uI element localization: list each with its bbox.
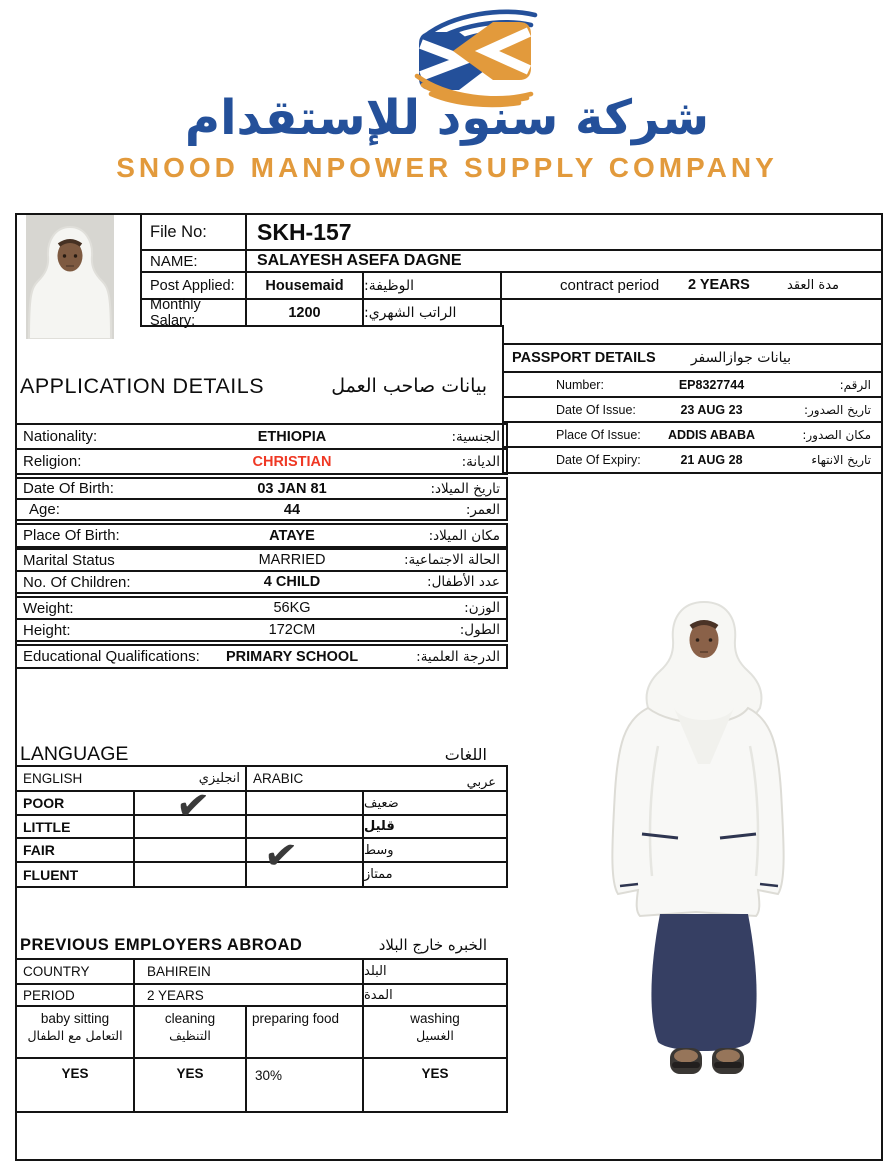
education-value: PRIMARY SCHOOL — [225, 648, 359, 665]
application-details-title-arabic: بيانات صاحب العمل — [331, 375, 487, 397]
nationality-value: ETHIOPIA — [257, 428, 327, 445]
date-of-birth-row — [17, 479, 506, 500]
arabic-header-label: ARABIC — [253, 771, 304, 786]
passport-expiry-label: Date Of Expiry: — [556, 453, 641, 467]
weight-value: 56KG — [273, 600, 311, 616]
level-little-label: LITTLE — [23, 818, 71, 835]
contract-period-row — [502, 273, 883, 300]
skill-babysitting-value: YES — [61, 1066, 89, 1081]
country-row — [17, 960, 506, 985]
passport-number-row — [504, 373, 881, 398]
name-value: SALAYESH ASEFA DAGNE — [245, 251, 883, 273]
passport-issue-place-row — [504, 423, 881, 448]
period-label: PERIOD — [23, 987, 75, 1003]
arabic-header-arabic: عربي — [466, 775, 496, 790]
place-of-birth-value: ATAYE — [269, 527, 315, 544]
children-row — [17, 572, 506, 592]
post-applied-arabic-label: الوظيفة: — [362, 273, 502, 300]
application-group — [15, 548, 508, 594]
level-little-arabic-checkbox — [245, 816, 362, 837]
language-level-row-poor — [17, 792, 506, 816]
application-details-title: APPLICATION DETAILS — [20, 373, 265, 398]
level-fair-label: FAIR — [23, 842, 55, 858]
skill-washing-arabic: الغسيل — [416, 1028, 454, 1044]
language-table-header-row — [17, 767, 506, 792]
file-no-value: SKH-157 — [245, 215, 883, 251]
education-arabic: الدرجة العلمية: — [416, 648, 500, 665]
application-details-header — [20, 370, 487, 402]
religion-arabic: الديانة: — [461, 453, 500, 470]
passport-issue-date-label: Date Of Issue: — [556, 402, 636, 417]
application-group — [15, 423, 508, 475]
language-title-arabic: اللغات — [444, 744, 487, 764]
nationality-label: Nationality: — [23, 428, 98, 445]
english-header-label: ENGLISH — [23, 771, 83, 786]
country-label: COUNTRY — [23, 964, 90, 979]
marital-status-arabic: الحالة الاجتماعية: — [403, 552, 500, 568]
applicant-portrait-photo — [26, 215, 114, 339]
skill-washing-value: YES — [362, 1059, 506, 1111]
post-applied-label: Post Applied: — [140, 273, 245, 300]
skill-cleaning-value: YES — [133, 1059, 245, 1111]
place-of-birth-label: Place Of Birth: — [23, 527, 120, 544]
religion-value: CHRISTIAN — [252, 453, 332, 470]
age-row — [17, 500, 506, 519]
education-label: Educational Qualifications: — [23, 648, 200, 665]
height-row — [17, 620, 506, 640]
previous-employers-title-arabic: الخبره خارج البلاد — [378, 936, 487, 954]
weight-row — [17, 598, 506, 620]
country-value: BAHIREIN — [133, 960, 362, 983]
passport-details-table — [502, 343, 883, 474]
skills-values-row — [17, 1059, 506, 1111]
level-fluent-english-checkbox — [133, 863, 245, 886]
name-label: NAME: — [140, 251, 245, 273]
applicant-full-body-photo — [578, 596, 822, 1090]
weight-arabic: الوزن: — [464, 600, 500, 616]
contract-period-arabic-label: مدة العقد — [787, 278, 839, 293]
previous-employers-title: PREVIOUS EMPLOYERS ABROAD — [20, 935, 303, 954]
skill-washing-header — [362, 1007, 506, 1057]
height-label: Height: — [23, 621, 71, 639]
skills-header-row — [17, 1007, 506, 1059]
date-of-birth-value: 03 JAN 81 — [257, 480, 327, 497]
level-fair-arabic-checkbox — [245, 839, 362, 861]
level-fair-english-checkbox — [133, 839, 245, 861]
contract-period-value: 2 YEARS — [688, 277, 750, 293]
passport-issue-date-value: 23 AUG 23 — [680, 402, 743, 417]
monthly-salary-value: 1200 — [245, 300, 362, 327]
skill-preparing-food-header — [245, 1007, 362, 1057]
skill-preparing-food-value: 30% — [245, 1059, 362, 1111]
application-group — [15, 523, 508, 548]
monthly-salary-arabic-label: الراتب الشهري: — [362, 300, 502, 327]
level-fair-arabic-label: وسط — [362, 839, 506, 861]
education-row — [17, 646, 506, 667]
previous-employers-header — [20, 933, 487, 957]
level-little-arabic-label: قليل — [362, 816, 506, 837]
age-arabic: العمر: — [465, 501, 500, 518]
arabic-column-header — [245, 767, 506, 790]
contract-period-label: contract period — [560, 277, 660, 294]
english-header-arabic: انجليزي — [198, 771, 240, 786]
passport-expiry-value: 21 AUG 28 — [680, 453, 743, 467]
marital-status-label: Marital Status — [23, 551, 115, 569]
post-applied-value: Housemaid — [245, 273, 362, 300]
passport-details-title-arabic: بيانات جوازالسفر — [690, 350, 791, 366]
skill-babysitting-label: baby sitting — [40, 1011, 110, 1026]
passport-number-arabic: الرقم: — [839, 377, 871, 392]
language-header — [20, 742, 487, 766]
level-fluent-label: FLUENT — [23, 866, 79, 883]
weight-label: Weight: — [23, 599, 74, 617]
passport-number-value: EP8327744 — [678, 377, 745, 392]
passport-issue-place-value: ADDIS ABABA — [667, 427, 756, 442]
level-poor-arabic-label: ضعيف — [362, 792, 506, 814]
skill-cleaning-label: cleaning — [164, 1011, 216, 1026]
period-row — [17, 985, 506, 1007]
company-name-english: SNOOD MANPOWER SUPPLY COMPANY — [116, 152, 778, 183]
level-fluent-arabic-label: ممتاز — [362, 863, 506, 886]
passport-issue-place-label: Place Of Issue: — [556, 427, 641, 442]
file-no-label: File No: — [140, 215, 245, 251]
language-level-row-little — [17, 816, 506, 839]
nationality-row — [17, 425, 506, 450]
date-of-birth-arabic: تاريخ الميلاد: — [430, 480, 500, 497]
place-of-birth-arabic: مكان الميلاد: — [428, 527, 500, 544]
period-arabic: المدة — [362, 985, 506, 1005]
skill-cleaning-arabic: التنظيف — [169, 1028, 211, 1044]
height-value: 172CM — [268, 622, 316, 638]
level-poor-label: POOR — [23, 795, 65, 811]
marital-status-row — [17, 550, 506, 572]
divider-line — [502, 325, 504, 345]
monthly-salary-label: Monthly Salary: — [140, 300, 245, 327]
application-group — [15, 477, 508, 521]
skill-washing-label: washing — [410, 1011, 460, 1026]
skill-babysitting-header — [17, 1007, 133, 1057]
language-level-row-fair — [17, 839, 506, 863]
height-arabic: الطول: — [459, 622, 500, 638]
passport-number-label: Number: — [556, 377, 604, 392]
period-value: 2 YEARS — [133, 985, 362, 1005]
passport-issue-date-arabic: تاريخ الصدور: — [803, 402, 871, 417]
age-value: 44 — [283, 501, 301, 518]
passport-expiry-row — [504, 448, 881, 472]
date-of-birth-label: Date Of Birth: — [23, 480, 114, 497]
company-name-arabic: شركة سنود للإستقدام — [184, 90, 710, 146]
skill-babysitting-arabic: التعامل مع الطفال — [27, 1028, 123, 1044]
language-title: LANGUAGE — [20, 742, 129, 765]
previous-employers-table — [15, 958, 508, 1113]
religion-row — [17, 450, 506, 473]
passport-details-title: PASSPORT DETAILS — [512, 350, 656, 366]
skill-preparing-food-label: preparing food — [252, 1011, 340, 1026]
level-poor-arabic-checkbox — [245, 792, 362, 814]
passport-details-header — [504, 345, 881, 373]
religion-label: Religion: — [23, 453, 82, 470]
place-of-birth-row — [17, 525, 506, 546]
age-label: Age: — [29, 501, 60, 518]
passport-issue-date-row — [504, 398, 881, 423]
english-poor-check-mark-icon: ✔ — [173, 782, 212, 830]
passport-expiry-arabic: تاريخ الانتهاء — [811, 453, 871, 467]
application-group — [15, 644, 508, 669]
arabic-fair-check-mark-icon: ✔ — [261, 832, 300, 880]
children-arabic: عدد الأطفال: — [427, 574, 500, 590]
children-label: No. Of Children: — [23, 573, 131, 591]
nationality-arabic: الجنسية: — [451, 428, 500, 445]
marital-status-value: MARRIED — [258, 552, 326, 568]
skill-cleaning-header — [133, 1007, 245, 1057]
application-group — [15, 596, 508, 642]
country-arabic: البلد — [362, 960, 506, 983]
passport-issue-place-arabic: مكان الصدور: — [802, 427, 871, 442]
children-value: 4 CHILD — [263, 574, 321, 590]
